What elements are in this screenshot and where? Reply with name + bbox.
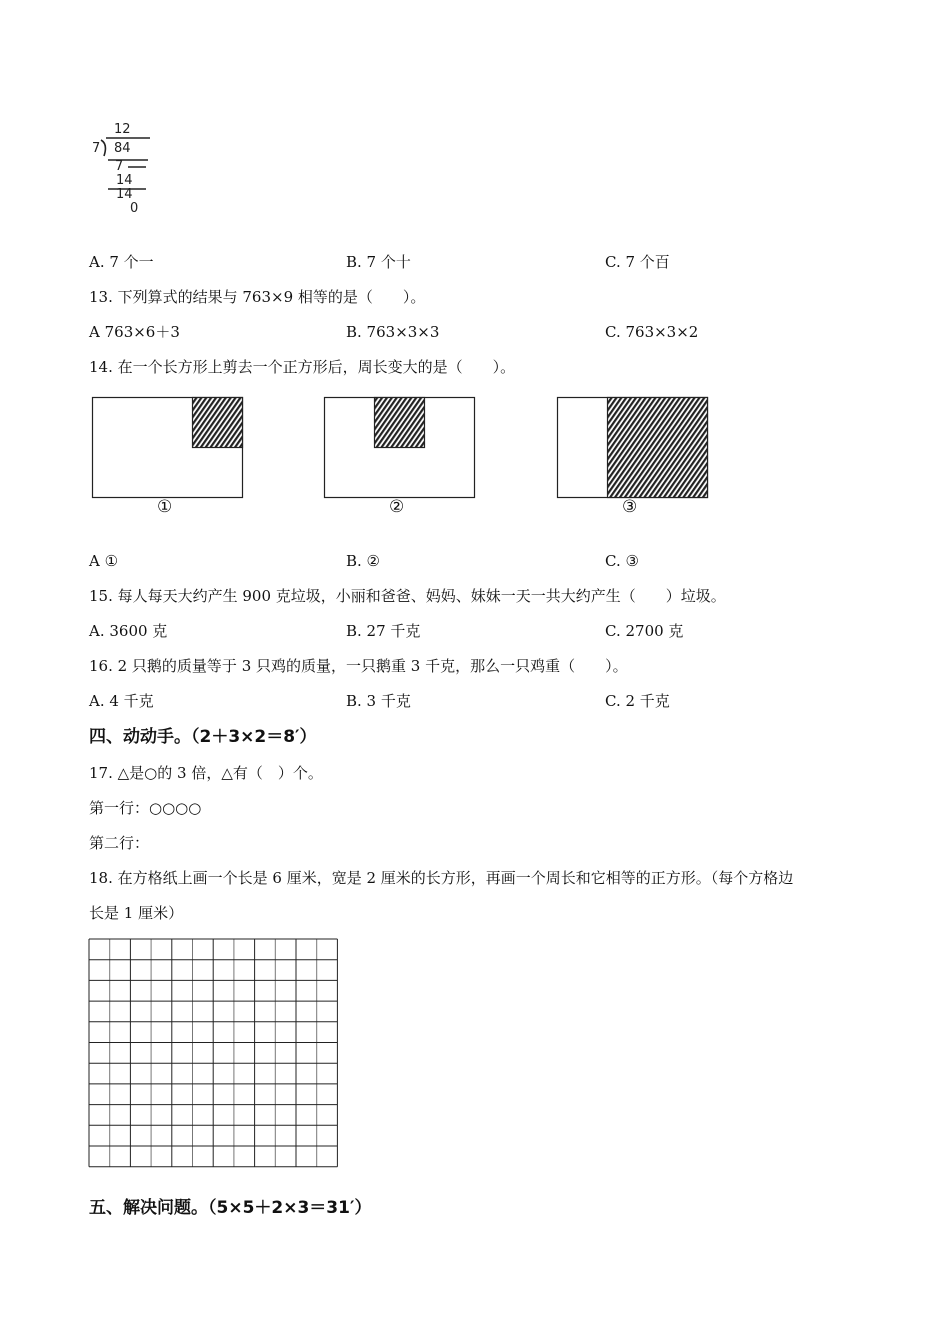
q12-option-b[interactable]: B. 7 个十: [346, 253, 411, 271]
figure-3-label: ③: [622, 497, 638, 517]
figure-2-label: ②: [389, 497, 405, 517]
q16-option-b[interactable]: B. 3 千克: [346, 692, 411, 710]
q16-option-a[interactable]: A. 4 千克: [89, 692, 154, 710]
q13-option-b[interactable]: B. 763×3×3: [346, 323, 440, 341]
q14-figures: [0, 390, 950, 502]
svg-text:14: 14: [116, 173, 133, 188]
q14-option-b[interactable]: B. ②: [346, 552, 381, 570]
q14-text: 14. 在一个长方形上剪去一个正方形后，周长变大的是（ ）。: [89, 358, 516, 376]
q12-option-c[interactable]: C. 7 个百: [605, 253, 670, 271]
quotient: 12: [114, 122, 131, 137]
figure-1-label: ①: [157, 497, 173, 517]
q13-option-a[interactable]: A 763×6＋3: [89, 323, 180, 341]
q13-option-c[interactable]: C. 763×3×2: [605, 323, 699, 341]
q16-option-c[interactable]: C. 2 千克: [605, 692, 670, 710]
q18-text-line-2: 长是 1 厘米）: [89, 904, 184, 922]
divisor: 7: [92, 141, 101, 156]
q13-text: 13. 下列算式的结果与 763×9 相等的是（ ）。: [89, 288, 426, 306]
q18-text-line-1: 18. 在方格纸上画一个长是 6 厘米，宽是 2 厘米的长方形，再画一个周长和它相等的正方形。（每个方格边: [89, 869, 794, 887]
q14-option-a[interactable]: A ①: [89, 552, 119, 570]
figure-3: [558, 398, 708, 498]
q12-option-a[interactable]: A. 7 个一: [89, 253, 154, 271]
q15-text: 15. 每人每天大约产生 900 克垃圾，小丽和爸爸、妈妈、妹妹一天一共大约产生（ ）垃圾。: [89, 587, 726, 605]
dividend: 84: [114, 141, 131, 156]
section-5-heading: 五、解决问题。（5×5＋2×3＝31′）: [89, 1198, 372, 1218]
q17-row-1: 第一行：○○○○: [89, 799, 202, 817]
q15-option-a[interactable]: A. 3600 克: [89, 622, 168, 640]
q14-option-c[interactable]: C. ③: [605, 552, 639, 570]
q17-row-2: 第二行：: [89, 834, 150, 852]
figure-2: [325, 398, 475, 498]
svg-text:14: 14: [116, 187, 133, 202]
figure-1: [93, 398, 243, 498]
svg-text:0: 0: [130, 201, 139, 215]
section-4-heading: 四、动动手。（2＋3×2＝8′）: [89, 727, 317, 747]
svg-text:7: 7: [115, 159, 124, 174]
long-division-image: [88, 120, 158, 215]
q17-text: 17. △是○的 3 倍，△有（ ）个。: [89, 764, 323, 782]
q15-option-c[interactable]: C. 2700 克: [605, 622, 684, 640]
q15-option-b[interactable]: B. 27 千克: [346, 622, 421, 640]
square-grid-paper[interactable]: [88, 938, 340, 1170]
q16-text: 16. 2 只鹅的质量等于 3 只鸡的质量，一只鹅重 3 千克，那么一只鸡重（ ）。: [89, 657, 628, 675]
